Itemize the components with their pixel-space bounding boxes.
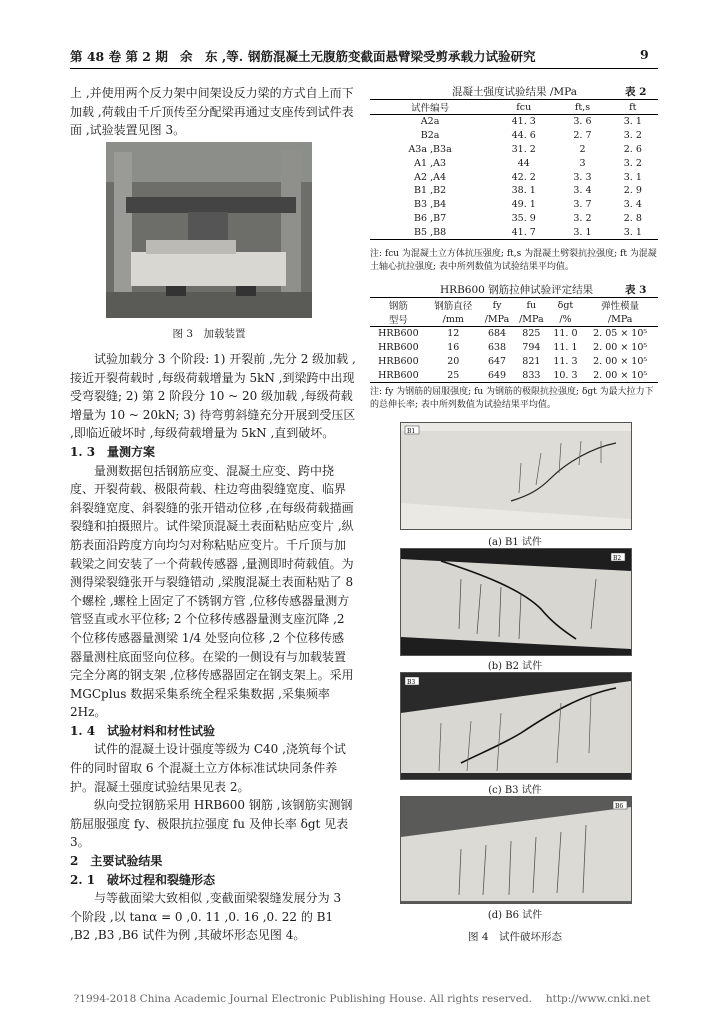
table-3-row-cell: HRB600 [370,368,427,382]
table-2-row-cell: 41. 3 [511,116,536,128]
table-2-row-cell: B5 ,B8 [370,225,490,239]
beam-b3-image [401,673,631,779]
table-2-row-cell: 41. 7 [490,225,557,239]
table-2-row-cell: A3a ,B3a [408,143,452,155]
table-2-row-cell: B1 ,B2 [414,185,447,197]
section-2-heading: 2 主要试验结果 [70,854,163,869]
figure-4d-photo [400,796,632,904]
material-paragraph: 试件的混凝土设计强度等级为 C40 ,浇筑每个试件的同时留取 6 个混凝土立方体标准试块同条件养护。混凝土强度试验结果见表 2。 [70,742,346,794]
table-3-header: 弹性模量 [582,298,658,313]
table-3-row-cell: 12 [447,328,460,340]
section-1-3-heading: 1. 3 量测方案 [70,444,156,459]
table-2-header: ft,s [557,100,607,115]
table-3-row-cell: HRB600 [378,342,419,354]
table-3-header: fu [514,298,548,313]
table-3-row-cell: 2. 00 × 10⁵ [593,355,648,367]
loading-setup-image [106,142,312,318]
table-2-row-cell: 3. 1 [608,225,658,239]
figure-4a-caption: (a) B1 试件 [488,537,542,548]
table-2-row-cell: 3. 4 [573,185,592,197]
table-2-label: 表 2 [625,86,647,98]
table-2-row [370,143,658,157]
figure-4a-photo [400,422,632,530]
table-2-row [370,170,658,184]
table-3-row-cell: 638 [487,342,507,354]
table-3-header-unit: /MPa [582,312,658,327]
table-2-row-cell: A2a [420,116,440,128]
table-3-header: 钢筋 [370,298,427,313]
table-2-body [370,115,658,240]
table-3-row-cell: HRB600 [378,355,419,367]
table-2-row [370,115,658,129]
figure-4d-caption: (d) B6 试件 [487,910,543,921]
beam-b6-tag: B6 [615,803,624,810]
table-3-header-unit: /mm [427,312,480,327]
table-2-row [370,129,658,143]
header-rule [70,68,658,69]
table-2-row-cell: 3. 6 [573,116,592,128]
section-1-4-heading: 1. 4 试验材料和材性试验 [70,723,216,738]
figure-4-title: 图 4 试件破坏形态 [467,931,563,943]
table-2-row-cell: 3. 1 [557,225,607,239]
table-3-row-cell: 25 [427,368,480,382]
loading-paragraph: 试验加载分 3 个阶段: 1) 开裂前 ,先分 2 级加载 ,接近开裂荷载时 ,每级荷载增量为 5kN ,到梁跨中出现受弯裂缝; 2) 第 2 阶段分 10 ~ 20 级加载 ,每级荷载增量为 10 ~ 20kN; 3) 待弯剪斜缝充分开展到受压区 ,即临近破坏时 ,每级荷载增量为 5kN ,直到破坏。 [70,352,356,441]
table-2-row [370,184,658,198]
table-3-row-cell: 11. 3 [553,355,578,367]
measurement-paragraph: 量测数据包括钢筋应变、混凝土应变、跨中挠度、开裂荷载、极限荷载、柱边弯曲裂缝宽度、临界斜裂缝宽度、斜裂缝的张开错动位移 ,在每级荷载描画裂缝和拍摄照片。试件梁顶混凝土表面粘贴应变片 ,纵筋表面沿跨度方向均匀对称粘贴应变片。千斤顶与加载梁之间安装了一个荷载传感器 ,量测即时荷载值。为测得梁裂缝张开与裂缝错动 ,梁腹混凝土表面粘贴了 8 个螺栓 ,螺栓上固定了不锈钢方管 ,位移传感器量测方管竖直或水平位移; 2 个位移传感器量测支座沉降 ,2 个位移传感器量测梁 1/4 处竖向位移 ,2 个位移传感器量测柱底面竖向位移。在梁的一侧设有与加载装置完全分离的钢支架 ,位移传感器固定在钢支架上。采用 MGCplus 数据采集系统全程采集数据 ,采集频率 2Hz。 [70,463,354,720]
table-2-row-cell: 3. 2 [623,130,642,142]
table-2-row-cell: 2 [579,143,586,155]
table-2-row-cell: A1 ,A3 [414,157,447,169]
table-2-row-cell: 49. 1 [511,199,536,211]
table-3-note: 注: fy 为钢筋的屈服强度; fu 为钢筋的极限抗拉强度; δgt 为最大拉力下的总伸长率; 表中所列数值为试验结果平均值。 [370,387,654,410]
table-2-row-cell: 2. 9 [623,185,642,197]
intro-paragraph: 上 ,并使用两个反力架中间架设反力梁的方式自上而下加载 ,荷载由千斤顶传至分配梁再通过支座传到试件表面 ,试验装置见图 3。 [70,86,354,138]
figure-4c-photo [400,672,632,780]
table-2-row-cell: 35. 9 [511,212,536,224]
left-column-body [70,350,356,945]
table-3-header-unit: /% [549,312,583,327]
table-2-row-cell: 3 [579,157,586,169]
header-authors: 余 东 ,等. [180,49,244,64]
table-3-row-cell: 10. 3 [549,368,583,382]
figure-3-photo [106,142,312,318]
table-2-row-cell: 3. 4 [623,199,642,211]
table-3-title: HRB600 钢筋拉伸试验评定结果 [440,284,594,296]
header-title: 钢筋混凝土无腹筋变截面悬臂梁受剪承载力试验研究 [248,49,536,64]
table-3-row-cell: 794 [522,342,541,354]
table-2-row-cell: 3. 1 [623,171,642,183]
table-3-header: fy [480,298,514,313]
table-2-row-cell: 3. 2 [623,157,642,169]
table-3-header: 钢筋直径 [427,298,480,313]
table-3-row-cell: 2. 00 × 10⁵ [593,342,648,354]
table-3-row-cell: HRB600 [378,328,419,340]
table-3-row-cell: 16 [447,342,460,354]
table-2-note: 注: fcu 为混凝土立方体抗压强度; ft,s 为混凝土劈裂抗拉强度; ft 为混凝土轴心抗拉强度; 表中所列数值为试验结果平均值。 [370,249,657,272]
table-2-row-cell: B3 ,B4 [414,199,447,211]
table-2-row-cell: 38. 1 [511,185,536,197]
table-3-body [370,327,658,383]
failure-paragraph: 与等截面梁大致相似 ,变截面梁裂缝发展分为 3 个阶段 ,以 tanα = 0 ,0. 11 ,0. 16 ,0. 22 的 B1 ,B2 ,B3 ,B6 试件为例 ,其破坏形态见图 4。 [70,891,342,943]
table-3-row [370,355,658,369]
table-3-header-unit: /MPa [514,312,548,327]
table-3-row-cell: 649 [480,368,514,382]
table-2-row-cell: 2. 7 [573,130,592,142]
table-2-row-cell: 31. 2 [511,143,536,155]
table-3-row [370,327,658,341]
table-2-row-cell: 44. 6 [511,130,536,142]
journal-volume: 第 48 卷 第 2 期 [70,49,168,64]
beam-b2-tag: B2 [613,555,622,562]
table-3-row-cell: 11. 0 [553,328,578,340]
table-3-row-cell: 647 [487,355,507,367]
table-2-row [370,212,658,226]
beam-b3-tag: B3 [407,679,416,686]
table-2-title: 混凝土强度试验结果 /MPa [452,86,577,98]
figure-3-caption: 图 3 加载装置 [172,328,246,340]
table-2-row-cell: 2. 6 [623,143,642,155]
table-3-row-cell: 821 [522,355,541,367]
table-2-row-cell: 3. 1 [623,116,642,128]
table-3-row-cell: 825 [522,328,541,340]
beam-b2-image [401,549,631,655]
table-3-row-cell: 684 [487,328,507,340]
table-2-row [370,198,658,212]
table-2-row-cell: 44 [517,157,530,169]
copyright-footer: ?1994-2018 China Academic Journal Electronic Publishing House. All rights reserved. http://www.cnki.net [73,993,651,1005]
table-2-row-cell: 2. 8 [623,212,642,224]
beam-b1-tag: B1 [407,428,416,435]
table-3-row [370,341,658,355]
table-2-header: fcu [490,100,557,115]
beam-b1-image [401,423,631,529]
section-2-1-heading: 2. 1 破坏过程和裂缝形态 [70,872,216,887]
steel-paragraph: 纵向受拉钢筋采用 HRB600 钢筋 ,该钢筋实测钢筋屈服强度 fy、极限抗拉强度 fu 及伸长率 δgt 见表 3。 [70,798,353,850]
table-2-row-cell: 3. 3 [573,171,592,183]
table-3-header-unit: 型号 [370,312,427,327]
page-number: 9 [640,47,649,62]
table-2-row [370,156,658,170]
table-2-row-cell: 3. 2 [573,212,592,224]
table-2-header: 试件编号 [370,100,490,115]
table-3-header-unit: /MPa [480,312,514,327]
table-2-row-cell: B2a [420,130,440,142]
table-3-row-cell: 2. 05 × 10⁵ [593,328,648,340]
table-2-row-cell: A2 ,A4 [414,171,447,183]
table-2 [370,99,658,240]
table-3-header: δgt [549,298,583,313]
figure-4c-caption: (c) B3 试件 [488,785,542,796]
table-2-header: ft [608,100,658,115]
table-2-row [370,225,658,239]
table-3-row-cell: 2. 00 × 10⁵ [582,368,658,382]
table-2-row-cell: 42. 2 [511,171,536,183]
table-3-label: 表 3 [625,284,647,296]
table-3-row-cell: 20 [447,355,460,367]
beam-b6-image [401,797,631,903]
table-3-row-cell: 833 [514,368,548,382]
left-column-top [70,84,356,140]
table-3-row-cell: 11. 1 [553,342,578,354]
table-3-row [370,368,658,382]
table-2-row-cell: 3. 7 [573,199,592,211]
table-2-row-cell: B6 ,B7 [414,212,447,224]
figure-4b-caption: (b) B2 试件 [487,661,543,672]
figure-4b-photo [400,548,632,656]
table-3 [370,297,658,383]
